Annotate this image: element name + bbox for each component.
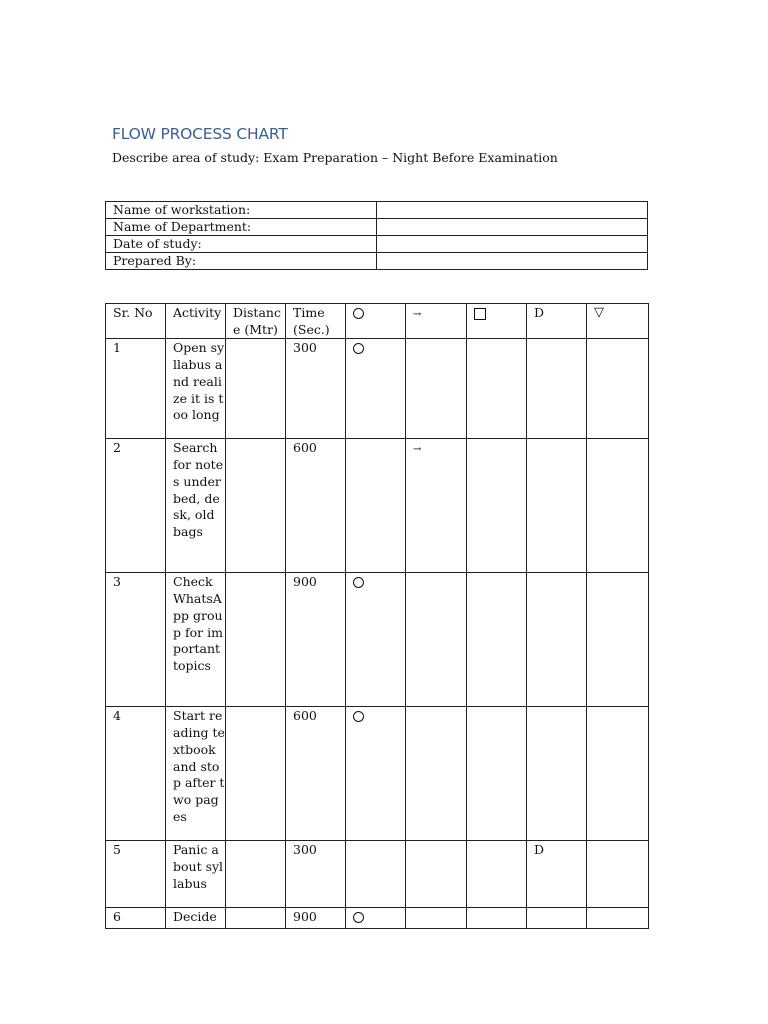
header-distance: Distance (Mtr) [226,304,286,339]
table-row [106,573,649,707]
header-storage: ▽ [587,304,649,339]
row-operation-cell [346,439,406,573]
row-operation-cell [346,908,406,929]
circle-icon [353,711,364,722]
row-time: 900 [286,573,346,707]
study-area-description: Describe area of study: Exam Preparation – Night Before Examination [112,150,558,165]
workstation-info-table [105,201,648,270]
row-storage-cell [587,841,649,908]
row-delay-cell [527,707,587,841]
row-activity: Open syllabus and realize it is too long [166,339,226,439]
delay-symbol: D [534,842,545,858]
info-row [106,236,648,253]
header-activity: Activity [166,304,226,339]
header-inspection [467,304,527,339]
info-value [377,236,648,253]
row-time: 600 [286,707,346,841]
info-value [377,219,648,236]
row-transport-cell [406,841,467,908]
row-sr-no: 1 [106,339,166,439]
document-title: FLOW PROCESS CHART [112,125,288,143]
row-transport-cell [406,573,467,707]
row-activity: Decide [166,908,226,929]
circle-icon [353,577,364,588]
row-activity: Check WhatsApp group for important topics [166,573,226,707]
header-delay: D [527,304,587,339]
arrow-icon: → [413,444,421,456]
row-activity: Search for notes under bed, desk, old bags [166,439,226,573]
row-sr-no: 5 [106,841,166,908]
row-delay-cell [527,841,587,908]
row-distance [226,841,286,908]
row-activity: Panic about syllabus [166,841,226,908]
row-inspection-cell [467,339,527,439]
info-value [377,253,648,270]
row-time: 900 [286,908,346,929]
info-label: Date of study: [106,236,377,253]
header-operation [346,304,406,339]
row-delay-cell [527,908,587,929]
info-row [106,202,648,219]
row-operation-cell [346,573,406,707]
table-row [106,908,649,929]
row-transport-cell [406,439,467,573]
table-row [106,339,649,439]
arrow-icon: → [413,309,421,320]
row-inspection-cell [467,707,527,841]
row-activity: Start reading textbook and stop after two pages [166,707,226,841]
row-inspection-cell [467,841,527,908]
header-sr-no: Sr. No [106,304,166,339]
row-distance [226,908,286,929]
row-inspection-cell [467,573,527,707]
circle-icon [353,308,364,319]
table-row [106,439,649,573]
row-delay-cell [527,439,587,573]
table-header-row [106,304,649,339]
table-row [106,707,649,841]
row-operation-cell [346,707,406,841]
row-operation-cell [346,339,406,439]
info-label: Prepared By: [106,253,377,270]
row-distance [226,707,286,841]
header-time: Time (Sec.) [286,304,346,339]
square-icon [474,308,486,320]
header-transport [406,304,467,339]
row-distance [226,439,286,573]
row-storage-cell [587,707,649,841]
row-distance [226,573,286,707]
row-storage-cell [587,573,649,707]
row-sr-no: 2 [106,439,166,573]
table-row [106,841,649,908]
row-delay-cell [527,573,587,707]
row-transport-cell [406,339,467,439]
row-sr-no: 3 [106,573,166,707]
info-value [377,202,648,219]
circle-icon [353,912,364,923]
info-label: Name of Department: [106,219,377,236]
row-transport-cell [406,908,467,929]
row-storage-cell [587,439,649,573]
row-time: 300 [286,841,346,908]
row-storage-cell [587,339,649,439]
row-sr-no: 4 [106,707,166,841]
info-row [106,219,648,236]
row-storage-cell [587,908,649,929]
row-distance [226,339,286,439]
row-sr-no: 6 [106,908,166,929]
circle-icon [353,343,364,354]
row-time: 600 [286,439,346,573]
info-row [106,253,648,270]
row-inspection-cell [467,439,527,573]
row-delay-cell [527,339,587,439]
info-label: Name of workstation: [106,202,377,219]
row-time: 300 [286,339,346,439]
row-inspection-cell [467,908,527,929]
flow-process-table [105,303,649,929]
row-transport-cell [406,707,467,841]
row-operation-cell [346,841,406,908]
